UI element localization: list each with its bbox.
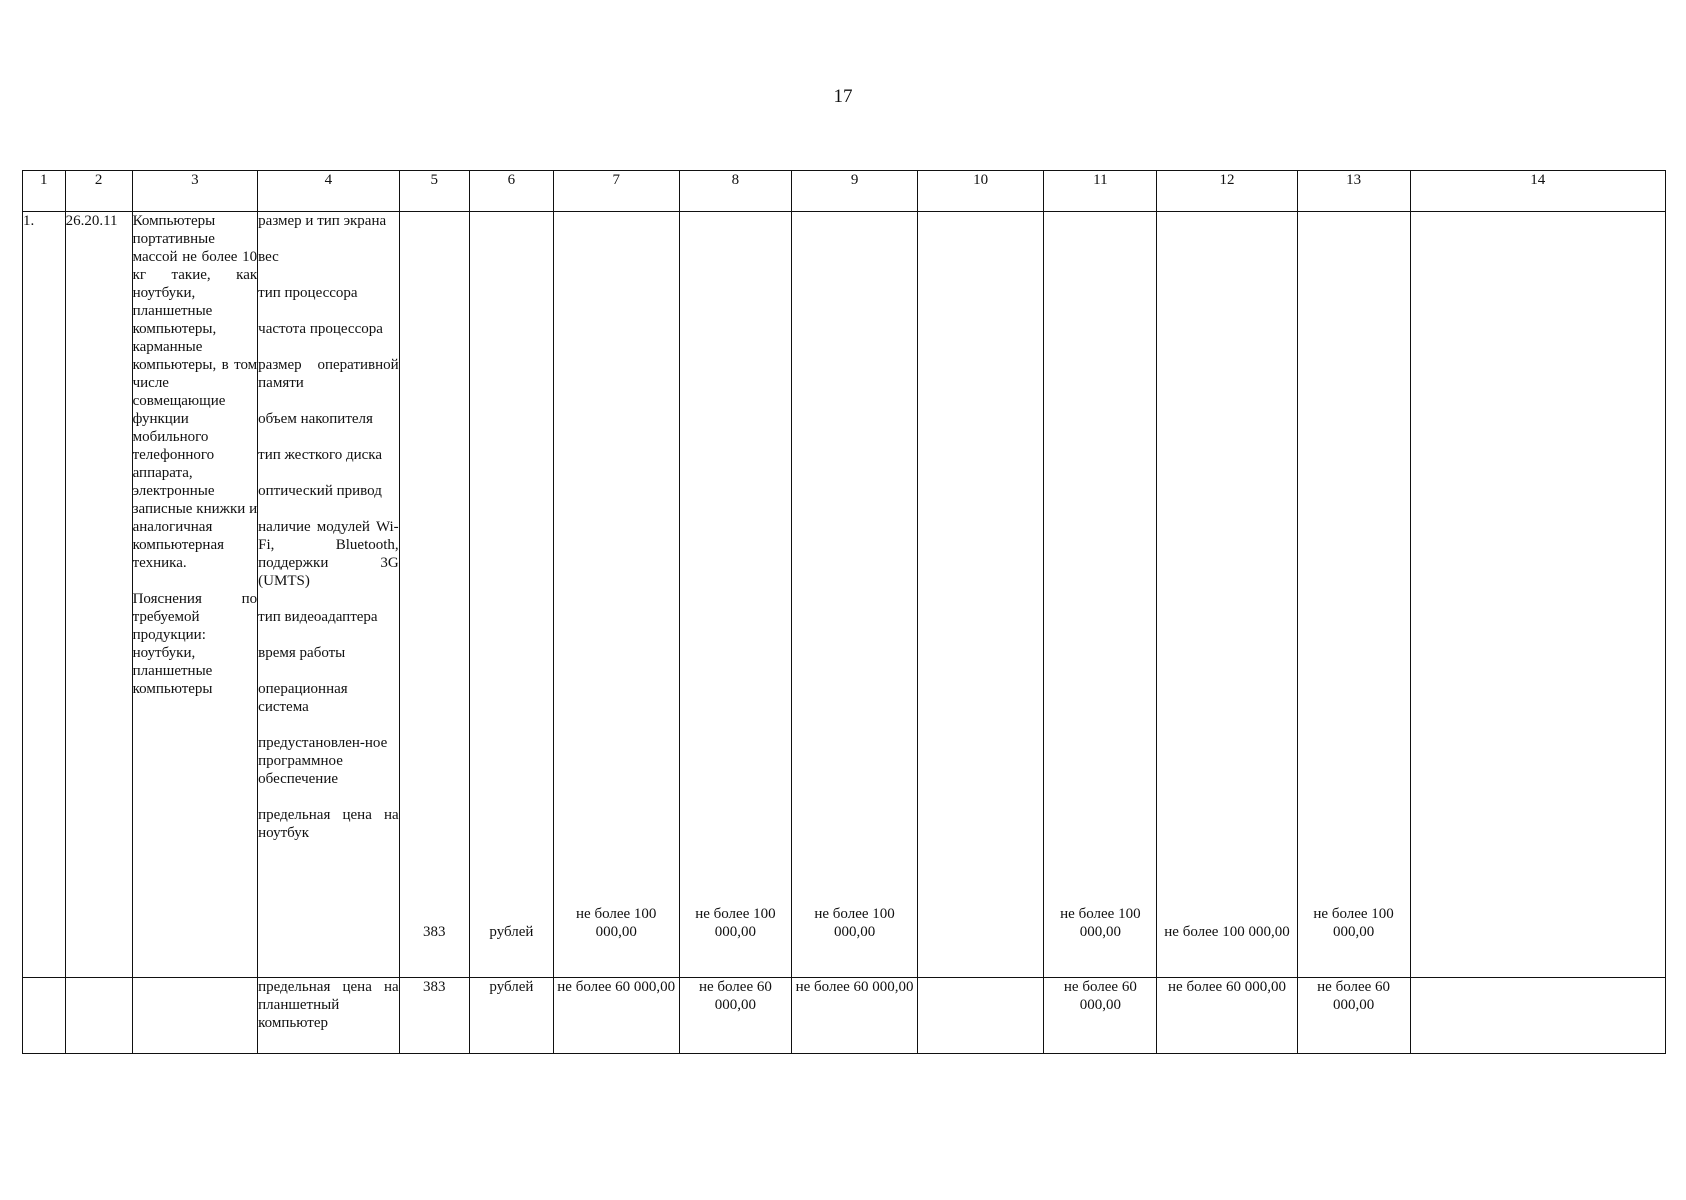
price-limit: не более 60 000,00 (553, 978, 679, 1054)
characteristic-item: тип видеоадаптера (258, 609, 378, 625)
header-cell: 12 (1157, 171, 1297, 212)
value-cell (792, 212, 918, 978)
row-number (23, 978, 66, 1054)
characteristic-item: частота процессора (258, 321, 383, 337)
price-limit: не более 60 000,00 (1157, 978, 1297, 1054)
price-limit (918, 941, 1044, 977)
header-cell: 3 (132, 171, 258, 212)
table-row (23, 212, 1666, 978)
characteristic-item: тип процессора (258, 285, 358, 301)
value-cell (917, 212, 1044, 978)
characteristics-cell (258, 978, 400, 1054)
price-limit: не более 60 000,00 (1297, 978, 1410, 1054)
price-limit: не более 60 000,00 (792, 978, 918, 1054)
value-cell (679, 212, 792, 978)
characteristic-item: объем накопителя (258, 411, 373, 427)
header-cell: 6 (469, 171, 553, 212)
unit-cell (469, 212, 553, 978)
characteristic-item: вес (258, 249, 279, 265)
product-explanation: Пояснения по требуемой продукции: ноутбуки, планшетные компьютеры (132, 591, 258, 697)
characteristic-item: оптический привод (258, 483, 382, 499)
header-row (23, 171, 1666, 212)
product-description: Компьютеры портативные массой не более 10 кг такие, как ноутбуки, планшетные компьютеры, карманные компьютеры, в том числе совмещающие функции мобильного телефонного аппарата, электронные записные книжки и аналогичная компьютерная техника. (132, 213, 258, 571)
okpd-code: 26.20.11 (65, 212, 132, 978)
page-number: 17 (833, 86, 853, 107)
table-row (23, 978, 1666, 1054)
value-cell (1410, 978, 1666, 1054)
characteristic-item: размер и тип экрана (258, 213, 387, 229)
characteristic-item: размер оперативной памяти (258, 357, 399, 391)
okei-code: 383 (399, 978, 469, 1054)
value-cell (553, 212, 679, 978)
price-limit: не более 100 000,00 (814, 906, 895, 940)
header-cell: 2 (65, 171, 132, 212)
characteristic-item: время работы (258, 645, 346, 661)
header-cell: 7 (553, 171, 679, 212)
unit: рублей (469, 978, 553, 1054)
header-cell: 4 (258, 171, 400, 212)
requirements-table (22, 170, 1666, 1054)
header-cell: 8 (679, 171, 792, 212)
row-number: 1. (23, 212, 66, 978)
value-cell (1157, 212, 1297, 978)
price-limit: не более 100 000,00 (695, 906, 776, 940)
characteristic-item: предельная цена на планшетный компьютер (258, 979, 399, 1031)
okpd-code (65, 978, 132, 1054)
price-limit: не более 100 000,00 (576, 906, 657, 940)
okei-code: 383 (423, 924, 446, 940)
price-limit: не более 60 000,00 (1044, 978, 1157, 1054)
header-cell: 5 (399, 171, 469, 212)
price-limit: не более 100 000,00 (1313, 906, 1394, 940)
characteristics-cell (258, 212, 400, 978)
header-cell: 11 (1044, 171, 1157, 212)
header-cell: 14 (1410, 171, 1666, 212)
product-description-cell (132, 978, 258, 1054)
header-cell: 9 (792, 171, 918, 212)
header-cell: 10 (917, 171, 1044, 212)
characteristic-item: предустановлен-ное программное обеспечение (258, 735, 388, 787)
okei-code-cell (399, 212, 469, 978)
unit: рублей (489, 924, 534, 940)
price-limit (917, 978, 1044, 1054)
value-cell (1297, 212, 1410, 978)
characteristic-item: операционная система (258, 681, 348, 715)
header-cell: 13 (1297, 171, 1410, 212)
price-limit: не более 100 000,00 (1060, 906, 1141, 940)
characteristic-item: наличие модулей Wi-Fi, Bluetooth, поддержки 3G (UMTS) (258, 519, 399, 589)
value-cell (1044, 212, 1157, 978)
value-cell (1410, 212, 1666, 978)
characteristic-item: тип жесткого диска (258, 447, 383, 463)
price-limit: не более 100 000,00 (1164, 924, 1290, 940)
price-limit: не более 60 000,00 (679, 978, 792, 1054)
header-cell: 1 (23, 171, 66, 212)
characteristic-item: предельная цена на ноутбук (258, 807, 399, 841)
product-description-cell (132, 212, 258, 978)
